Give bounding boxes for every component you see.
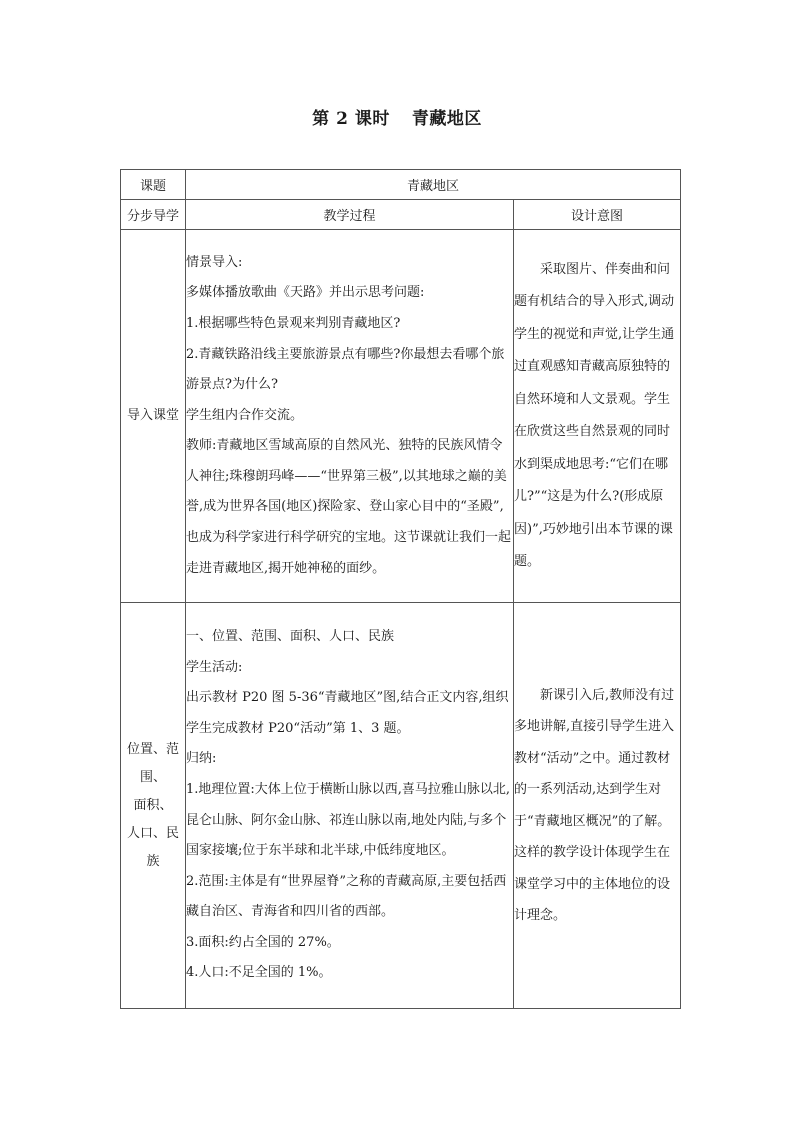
process-line: 情景导入: [186, 254, 243, 270]
intent-cell [514, 230, 681, 603]
process-cell [186, 603, 514, 1009]
process-line: 2.范围:主体是有“世界屋脊”之称的青藏高原,主要包括西藏自治区、青海省和四川省的西部。 [186, 873, 507, 920]
process-line: 出示教材 P20 图 5-36“青藏地区”图,结合正文内容,组织学生完成教材 P20“活动”第 1、3 题。 [186, 690, 509, 736]
process-line: 学生组内合作交流。 [186, 407, 304, 423]
column-header-row [121, 200, 681, 230]
process-line: 教师:青藏地区雪域高原的自然风光、独特的民族风情令人神往;珠穆朗玛峰——“世界第三极”,以其地球之巅的美誉,成为世界各国(地区)探险家、登山家心目中的“圣殿”,也成为科学家进行科学研究的宝地。这节课就让我们一起走进青藏地区,揭开她神秘的面纱。 [186, 438, 512, 576]
process-cell [186, 230, 514, 603]
process-line: 1.地理位置:大体上位于横断山脉以西,喜马拉雅山脉以北,昆仑山脉、阿尔金山脉、祁连山脉以南,地处内陆,与多个国家接壤;位于东半球和北半球,中低纬度地区。 [186, 781, 511, 859]
process-line: 1.根据哪些特色景观来判别青藏地区? [186, 315, 401, 331]
column-header-process: 教学过程 [186, 200, 514, 230]
table-row [121, 603, 681, 1009]
column-header-intent: 设计意图 [514, 200, 681, 230]
lesson-number: 第 2 课时 [312, 109, 390, 129]
intent-text: 新课引入后,教师没有过多地讲解,直接引导学生进入教材“活动”之中。通过教材的一系列活动,达到学生对于“青藏地区概况”的了解。这样的教学设计体现学生在课堂学习中的主体地位的设计理念。 [514, 687, 675, 923]
step-cell [121, 603, 186, 1009]
step-line: 面积、 [133, 797, 173, 813]
lesson-title: 青藏地区 [411, 109, 482, 129]
process-line: 3.面积:约占全国的 27%。 [186, 934, 340, 950]
table-row [121, 230, 681, 603]
column-header-step: 分步导学 [121, 200, 186, 230]
process-line: 多媒体播放歌曲《天路》并出示思考问题: [186, 285, 425, 301]
topic-label: 课题 [121, 170, 186, 200]
page-title [0, 104, 794, 129]
step-line: 位置、范围、 [126, 741, 179, 785]
process-line: 归纳: [186, 751, 217, 767]
step-line: 人口、民族 [126, 825, 179, 869]
intent-text: 采取图片、伴奏曲和问题有机结合的导入形式,调动学生的视觉和声觉,让学生通过直观感知青藏高原独特的自然环境和人文景观。学生在欣赏这些自然景观的同时水到渠成地思考:“它们在哪儿?”“这是为什么?(形成原因)”,巧妙地引出本节课的课题。 [514, 261, 675, 569]
topic-value: 青藏地区 [186, 170, 681, 200]
process-line: 学生活动: [186, 659, 243, 675]
topic-row [121, 170, 681, 200]
intent-cell [514, 603, 681, 1009]
process-line: 4.人口:不足全国的 1%。 [186, 965, 332, 981]
step-cell: 导入课堂 [121, 230, 186, 603]
process-line: 2.青藏铁路沿线主要旅游景点有哪些?你最想去看哪个旅游景点?为什么? [186, 346, 505, 393]
process-line: 一、位置、范围、面积、人口、民族 [186, 628, 395, 644]
lesson-plan-table [120, 169, 681, 1009]
